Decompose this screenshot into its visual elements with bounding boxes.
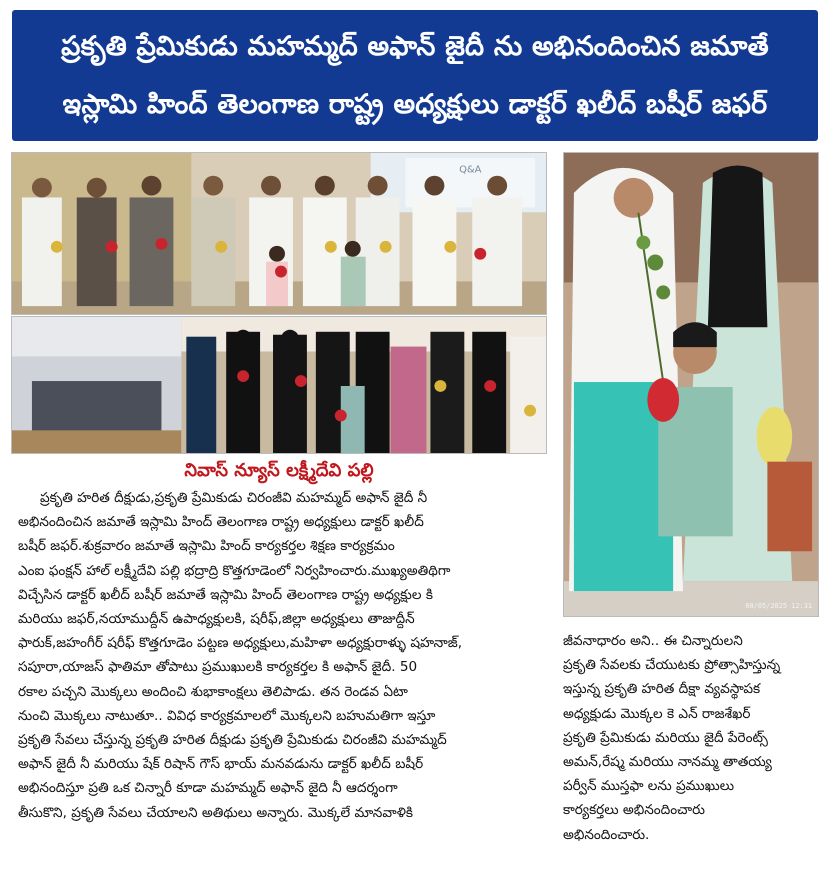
photo-men-holding-saplings: [11, 152, 547, 315]
article-line: అఫాన్ జైదీ నీ మరియు షేక్ రిషాన్ గౌస్ భాయ్ మనవడును డాక్టర్ ఖలీద్ బషీర్: [18, 756, 424, 773]
article-line: అభినందించారు.: [563, 826, 650, 843]
article-line: రకాల పచ్చని మొక్కలు అందించి శుభాకాంక్షలు తెలిపాడు. తన రెండవ ఏటా: [18, 683, 408, 700]
article-line: ప్రకృతి ప్రేమికుడు మరియు జైదీ పేరెంట్స్: [563, 729, 768, 746]
article-line: మరియు జఫర్,నయాముద్దీన్ ఉపాధ్యక్షులకి, షరీఫ్,జిల్లా అధ్యక్షులు తాజుద్దీన్: [18, 611, 415, 628]
article-line: ప్రకృతి సేవలు చేస్తున్న ప్రకృతి హరిత దీక్షుడు ప్రకృతి ప్రేమికుడు చిరంజీవి మహమ్మద్: [18, 732, 447, 749]
article-line: బషీర్ జఫర్.శుక్రవారం జమాతే ఇస్లామి హింద్ కార్యకర్తల శిక్షణ కార్యక్రమం: [18, 538, 395, 555]
photo-timestamp: 08/05/2025 12:31: [745, 602, 813, 611]
photo-family-with-sapling: [563, 152, 819, 617]
article-line: ఇస్తున్న ప్రకృతి హరిత దీక్షా వ్యవస్థాపక: [563, 681, 761, 698]
article-line: అభినందించిన జమాతే ఇస్లామి హింద్ తెలంగాణ రాష్ట్ర అధ్యక్షులు డాక్టర్ ఖలీద్: [18, 514, 424, 531]
article-line: నుంచి మొక్కలు నాటుతూ.. వివిధ కార్యక్రమాలలో మొక్కలని బహుమతిగా ఇస్తూ: [18, 707, 436, 724]
article-body-left: [18, 486, 548, 825]
photo-women-and-audience: [11, 316, 547, 454]
article-line: జీవనాధారం అని.. ఈ చిన్నారులని: [563, 633, 743, 649]
article-line: కార్యకర్తలు అభినందించారు: [563, 802, 705, 819]
red-bag-icon: [647, 378, 679, 422]
article-line: తీసుకొని, ప్రకృతి సేవలు చేయాలని అతిథులు అన్నారు. మొక్కలే మానవాళికి: [18, 804, 414, 821]
news-byline: నివాస్ న్యూస్ లక్ష్మీదేవి పల్లి: [184, 460, 374, 481]
article-line: విచ్చేసిన డాక్టర్ ఖలీద్ బషీర్ జమాతే ఇస్లామి హింద్ తెలంగాణ రాష్ట్ర అధ్యక్షుల కి: [18, 586, 433, 603]
headline-line-2: ఇస్లామి హింద్ తెలంగాణ రాష్ట్ర అధ్యక్షులు డాక్టర్ ఖలీద్ బషీర్ జఫర్: [62, 88, 768, 120]
banner-text: Q&A: [459, 164, 482, 176]
article-line: ఫారుక్,జహంగీర్ షరీఫ్ కొత్తగూడెం పట్టణ అధ్యక్షులు,మహిళా అధ్యక్షురాళ్ళు షహనాజ్,: [18, 635, 463, 652]
headline-banner: [12, 10, 818, 141]
article-line: ప్రకృతి సేవలకు చేయుటకు ప్రోత్సాహిస్తున్న: [563, 657, 781, 674]
article-body-right: [563, 629, 823, 847]
article-line: పర్వీన్ ముస్తఫా లను ప్రముఖులు: [563, 778, 735, 795]
article-line: ఎంఐ ఫంక్షన్ హాల్ లక్ష్మీదేవి పల్లి భద్రాద్రి కొత్తగూడెంలో నిర్వహించారు.ముఖ్యఅతిథిగా: [18, 562, 451, 579]
headline-line-1: ప్రకృతి ప్రేమికుడు మహమ్మద్ అఫాన్ జైదీ ను అభినందించిన జమాతే: [61, 30, 769, 62]
article-line: అమన్,రేష్మ మరియు నానమ్మ తాతయ్య: [563, 754, 772, 771]
article-line: సపూరా,యాజస్ ఫాతిమా తోపాటు ప్రముఖులకి కార్యకర్తల కి అఫాన్ జైదీ. 50: [18, 659, 418, 676]
article-line: అభినందిస్తూ ప్రతి ఒక చిన్నారీ కూడా మహమ్మద్ అఫాన్ జైది నీ ఆదర్శంగా: [18, 780, 398, 797]
article-line: అధ్యక్షుడు మొక్కల కె ఎన్ రాజశేఖర్: [563, 705, 751, 722]
article-line: ప్రకృతి హరిత దీక్షుడు,ప్రకృతి ప్రేమికుడు చిరంజీవి మహమ్మద్ అఫాన్ జైదీ నీ: [40, 490, 428, 506]
